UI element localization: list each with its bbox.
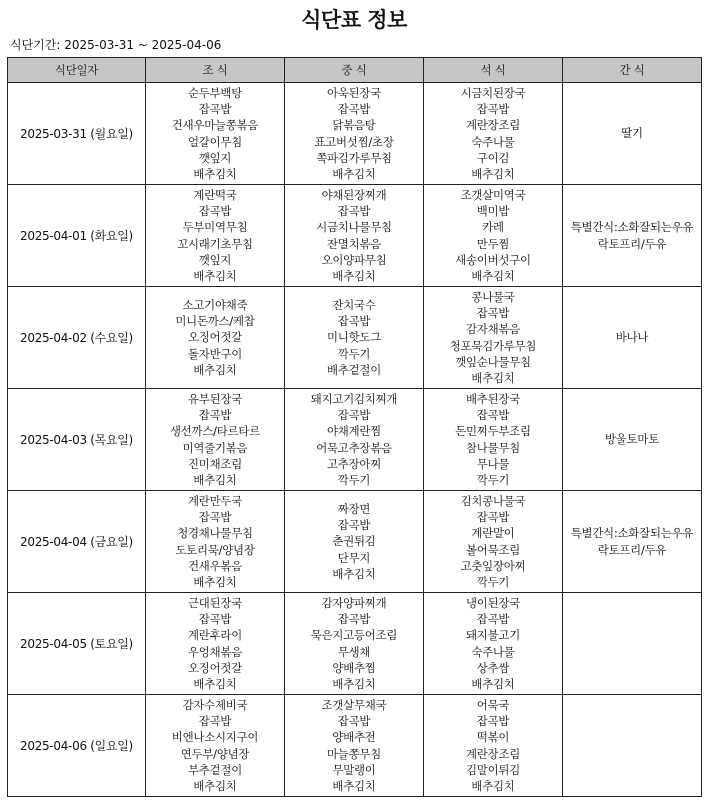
dinner-item: 배추김치 (471, 370, 515, 385)
breakfast-cell (146, 185, 285, 287)
table-row (8, 491, 702, 593)
dinner-cell (424, 185, 563, 287)
lunch-item: 오이양파무침 (321, 252, 387, 267)
lunch-item: 단무지 (337, 550, 371, 565)
dinner-item: 돈민찌두부조림 (455, 424, 531, 439)
breakfast-cell (146, 491, 285, 593)
lunch-cell (285, 389, 424, 491)
breakfast-item: 잡곡밥 (198, 510, 232, 525)
dinner-item: 상추쌈 (476, 660, 510, 675)
dinner-item: 냉이된장국 (465, 596, 521, 611)
dinner-item: 숙주나물 (471, 644, 515, 659)
lunch-item: 무말랭이 (332, 762, 376, 777)
snack-item: 딸기 (621, 126, 643, 141)
lunch-item: 조갯살무채국 (321, 698, 387, 713)
breakfast-item: 배추김치 (193, 268, 237, 283)
header-snack: 간 식 (563, 58, 702, 83)
snack-cell (563, 593, 702, 695)
dinner-item: 깻잎순나물무침 (455, 354, 531, 369)
dinner-item: 참나물무침 (465, 440, 521, 455)
breakfast-item: 배추김치 (193, 362, 237, 377)
dinner-cell (424, 491, 563, 593)
snack-item: 바나나 (615, 330, 649, 345)
lunch-item: 마늘쫑무침 (326, 746, 382, 761)
breakfast-item: 잡곡밥 (198, 204, 232, 219)
dinner-item: 잡곡밥 (476, 714, 510, 729)
breakfast-item: 배추김치 (193, 166, 237, 181)
dinner-item: 잡곡밥 (476, 408, 510, 423)
header-date: 식단일자 (8, 58, 146, 83)
dinner-item: 콩나물국 (471, 290, 515, 305)
table-row (8, 593, 702, 695)
lunch-item: 양배추전 (332, 730, 376, 745)
table-row (8, 389, 702, 491)
breakfast-item: 미니돈까스/케찹 (175, 314, 255, 329)
breakfast-item: 근대된장국 (187, 596, 243, 611)
lunch-item: 배추김치 (332, 566, 376, 581)
lunch-item: 미니핫도그 (326, 330, 382, 345)
dinner-item: 숙주나물 (471, 134, 515, 149)
breakfast-cell (146, 593, 285, 695)
dinner-cell (424, 83, 563, 185)
header-breakfast: 조 식 (146, 58, 285, 83)
breakfast-item: 계란만두국 (187, 494, 243, 509)
breakfast-item: 오징어젓갈 (187, 330, 243, 345)
lunch-item: 잡곡밥 (337, 314, 371, 329)
snack-item: 특별간식:소화잘되는우유 (570, 526, 694, 541)
lunch-cell (285, 83, 424, 185)
dinner-item: 배추된장국 (465, 392, 521, 407)
menu-table (7, 57, 702, 797)
lunch-item: 감자양파찌개 (321, 596, 387, 611)
breakfast-item: 잡곡밥 (198, 612, 232, 627)
menu-period: 식단기간: 2025-03-31 ~ 2025-04-06 (10, 38, 222, 52)
lunch-item: 잡곡밥 (337, 204, 371, 219)
dinner-item: 김치콩나물국 (460, 494, 526, 509)
lunch-item: 춘권튀김 (332, 534, 376, 549)
lunch-item: 깍두기 (337, 472, 371, 487)
breakfast-item: 꼬시래기초무침 (177, 236, 253, 251)
lunch-item: 쪽파김가루무침 (316, 150, 392, 165)
lunch-item: 야채된장찌개 (321, 188, 387, 203)
dinner-cell (424, 695, 563, 797)
header-dinner: 석 식 (424, 58, 563, 83)
breakfast-item: 건새우볶음 (187, 558, 243, 573)
dinner-item: 잡곡밥 (476, 612, 510, 627)
breakfast-item: 배추김치 (193, 778, 237, 793)
lunch-item: 잡곡밥 (337, 714, 371, 729)
dinner-item: 계란장조림 (465, 746, 521, 761)
date-cell: 2025-04-01 (화요일) (8, 185, 146, 287)
snack-cell (563, 83, 702, 185)
dinner-item: 깍두기 (476, 574, 510, 589)
dinner-item: 볼어묵조림 (465, 542, 521, 557)
dinner-item: 떡볶이 (476, 730, 510, 745)
dinner-item: 김말이튀김 (465, 762, 521, 777)
lunch-item: 돼지고기김치찌개 (310, 392, 398, 407)
lunch-item: 무생채 (337, 644, 371, 659)
snack-cell (563, 695, 702, 797)
lunch-cell (285, 593, 424, 695)
page-title: 식단표 정보 (301, 8, 407, 32)
dinner-item: 잡곡밥 (476, 102, 510, 117)
dinner-item: 백미밥 (476, 204, 510, 219)
lunch-item: 야채계란찜 (326, 424, 382, 439)
breakfast-item: 소고기야채죽 (182, 298, 248, 313)
breakfast-item: 배추김치 (193, 676, 237, 691)
breakfast-item: 부추겉절이 (187, 762, 243, 777)
breakfast-item: 얼갈이무침 (187, 134, 243, 149)
table-row (8, 287, 702, 389)
snack-cell (563, 185, 702, 287)
snack-cell (563, 287, 702, 389)
breakfast-item: 깻잎지 (198, 252, 232, 267)
breakfast-item: 잡곡밥 (198, 408, 232, 423)
breakfast-item: 순두부백탕 (187, 86, 243, 101)
lunch-item: 시금치나물무침 (316, 220, 392, 235)
dinner-item: 무나물 (476, 456, 510, 471)
table-row (8, 83, 702, 185)
lunch-cell (285, 695, 424, 797)
breakfast-cell (146, 389, 285, 491)
dinner-cell (424, 287, 563, 389)
date-cell: 2025-04-06 (일요일) (8, 695, 146, 797)
lunch-item: 잡곡밥 (337, 408, 371, 423)
lunch-item: 배추겉절이 (326, 362, 382, 377)
lunch-item: 어묵고추장볶음 (316, 440, 392, 455)
lunch-item: 고추장아찌 (326, 456, 382, 471)
lunch-item: 아욱된장국 (326, 86, 382, 101)
dinner-item: 어묵국 (476, 698, 510, 713)
dinner-item: 시금치된장국 (460, 86, 526, 101)
date-cell: 2025-04-04 (금요일) (8, 491, 146, 593)
header-lunch: 중 식 (285, 58, 424, 83)
breakfast-item: 깻잎지 (198, 150, 232, 165)
lunch-item: 배추김치 (332, 268, 376, 283)
breakfast-item: 비엔나소시지구이 (171, 730, 259, 745)
lunch-item: 양배추찜 (332, 660, 376, 675)
lunch-item: 배추김치 (332, 778, 376, 793)
breakfast-cell (146, 695, 285, 797)
lunch-item: 잡곡밥 (337, 518, 371, 533)
breakfast-item: 유부된장국 (187, 392, 243, 407)
lunch-item: 깍두기 (337, 346, 371, 361)
header-row (8, 58, 702, 83)
lunch-item: 묵은지고등어조림 (310, 628, 398, 643)
lunch-item: 배추김치 (332, 676, 376, 691)
dinner-item: 돼지불고기 (465, 628, 521, 643)
snack-cell (563, 491, 702, 593)
lunch-item: 표고버섯찜/초장 (314, 134, 394, 149)
breakfast-item: 잡곡밥 (198, 102, 232, 117)
dinner-cell (424, 389, 563, 491)
breakfast-cell (146, 287, 285, 389)
snack-item: 방울토마토 (604, 432, 660, 447)
breakfast-item: 배추김치 (193, 472, 237, 487)
lunch-cell (285, 491, 424, 593)
breakfast-item: 돌자반구이 (187, 346, 243, 361)
dinner-item: 계란말이 (471, 526, 515, 541)
breakfast-item: 도토리묵/양념장 (175, 542, 255, 557)
breakfast-item: 배추김치 (193, 574, 237, 589)
breakfast-item: 건새우마늘쫑볶음 (171, 118, 259, 133)
breakfast-item: 청경채나물무침 (177, 526, 253, 541)
dinner-item: 계란장조림 (465, 118, 521, 133)
dinner-item: 배추김치 (471, 778, 515, 793)
lunch-item: 잔멸치볶음 (326, 236, 382, 251)
lunch-cell (285, 287, 424, 389)
lunch-item: 짜장면 (337, 502, 371, 517)
breakfast-item: 진미채조림 (187, 456, 243, 471)
dinner-item: 고춧잎장아찌 (460, 558, 526, 573)
date-cell: 2025-04-02 (수요일) (8, 287, 146, 389)
dinner-item: 감자채볶음 (465, 322, 521, 337)
breakfast-item: 오징어젓갈 (187, 660, 243, 675)
breakfast-item: 계란떡국 (193, 188, 237, 203)
dinner-item: 구이김 (476, 150, 510, 165)
breakfast-item: 생선까스/타르타르 (169, 424, 261, 439)
lunch-cell (285, 185, 424, 287)
lunch-item: 닭볶음탕 (332, 118, 376, 133)
date-cell: 2025-03-31 (월요일) (8, 83, 146, 185)
table-row (8, 185, 702, 287)
dinner-item: 카레 (482, 220, 504, 235)
breakfast-item: 우엉채볶음 (187, 644, 243, 659)
snack-item: 특별간식:소화잘되는우유 (570, 220, 694, 235)
snack-item: 락토프리/두유 (597, 542, 667, 557)
snack-cell (563, 389, 702, 491)
dinner-item: 배추김치 (471, 676, 515, 691)
dinner-item: 잡곡밥 (476, 306, 510, 321)
lunch-item: 배추김치 (332, 166, 376, 181)
breakfast-item: 미역줄기볶음 (182, 440, 248, 455)
breakfast-item: 연두부/양념장 (180, 746, 250, 761)
dinner-item: 깍두기 (476, 472, 510, 487)
breakfast-item: 잡곡밥 (198, 714, 232, 729)
dinner-item: 배추김치 (471, 268, 515, 283)
breakfast-item: 두부미역무침 (182, 220, 248, 235)
dinner-item: 청포묵김가루무침 (449, 338, 537, 353)
lunch-item: 잡곡밥 (337, 612, 371, 627)
breakfast-item: 계란후라이 (187, 628, 243, 643)
dinner-item: 잡곡밥 (476, 510, 510, 525)
breakfast-item: 감자수제비국 (182, 698, 248, 713)
dinner-item: 만두찜 (476, 236, 510, 251)
snack-item: 락토프리/두유 (597, 236, 667, 251)
menu-body (8, 83, 702, 797)
table-row (8, 695, 702, 797)
dinner-item: 배추김치 (471, 166, 515, 181)
lunch-item: 잔치국수 (332, 298, 376, 313)
date-cell: 2025-04-05 (토요일) (8, 593, 146, 695)
dinner-item: 조갯살미역국 (460, 188, 526, 203)
dinner-item: 새송이버섯구이 (455, 252, 531, 267)
breakfast-cell (146, 83, 285, 185)
lunch-item: 잡곡밥 (337, 102, 371, 117)
date-cell: 2025-04-03 (목요일) (8, 389, 146, 491)
dinner-cell (424, 593, 563, 695)
